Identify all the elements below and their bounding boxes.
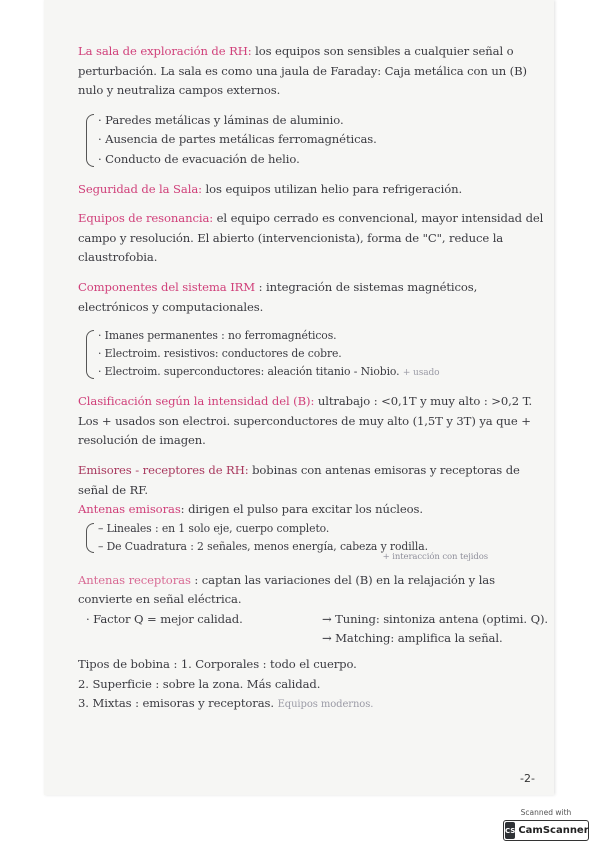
list-item: – De Cuadratura : 2 señales, menos energía, cabeza y rodilla. [98,539,428,553]
list-item: · Electroim. resistivos: conductores de cobre. [98,347,342,361]
section-title: Componentes del sistema IRM [78,279,256,294]
section-seguridad [78,180,548,200]
section-emisores [78,461,548,500]
section-text: : integración de sistemas magnéticos, electrónicos y computacionales. [78,279,478,314]
section-text: los equipos son sensibles a cualquier señal o perturbación. La sala es como una jaula de Faraday: Caja metálica con un (B) nulo y neutraliza campos externos. [78,44,527,98]
page-number: -2- [520,772,535,785]
section-sala [78,42,548,101]
antenas-emisoras [78,500,548,520]
tipos-line-2: 2. Superficie : sobre la zona. Más calidad. [78,676,321,691]
section-text: : dirigen el pulso para excitar los núcleos. [180,502,423,517]
section-title: Antenas receptoras [78,572,191,587]
section-text: bobinas con antenas emisoras y receptoras de señal de RF. [78,462,520,497]
section-title: Clasificación según la intensidad del (B): [78,394,315,409]
scanner-name: CamScanner [518,825,589,836]
list-item: · Paredes metálicas y láminas de aluminio. [98,112,344,127]
sala-list [86,111,548,170]
tuning-line: → Tuning: sintoniza antena (optimi. Q). [321,611,548,626]
section-text: ultrabajo : <0,1T y muy alto : >0,2 T. Los + usados son electroi. superconductores de muy alto (1,5T y 3T) ya que + resolución de imagen. [78,394,533,448]
section-tipos-bobina [78,655,548,715]
section-title: Seguridad de la Sala: [78,181,202,196]
emisoras-list [86,520,548,556]
section-receptoras [78,571,548,610]
side-note: Equipos modernos. [277,699,374,711]
componentes-list [86,327,548,382]
list-item: · Electroim. superconductores: aleación titanio - Niobio. + usado [98,365,440,379]
camscanner-watermark [503,808,589,841]
list-item: – Lineales : en 1 solo eje, cuerpo completo. [98,521,330,535]
section-subtitle: Antenas emisoras [78,502,181,517]
list-item: · Conducto de evacuación de helio. [98,151,300,166]
factor-q: · Factor Q = mejor calidad. [86,611,243,626]
section-title: Emisores - receptores de RH: [78,462,249,477]
section-text: el equipo cerrado es convencional, mayor intensidad del campo y resolución. El abierto (intervencionista), forma de "C", reduce la claustrofobia. [78,211,544,265]
matching-line: → Matching: amplifica la señal. [321,631,503,646]
tipos-line-3: 3. Mixtas : emisoras y receptoras. [78,696,274,711]
section-clasificacion [78,392,548,451]
camscanner-logo-icon: CS [505,822,515,839]
section-text: los equipos utilizan helio para refrigeración. [201,181,463,196]
list-item: · Ausencia de partes metálicas ferromagnéticas. [98,132,377,147]
section-componentes [78,278,548,317]
receptoras-details [78,610,548,649]
scanner-caption: Scanned with [520,808,572,817]
section-equipos [78,209,548,268]
tipos-line-1: Tipos de bobina : 1. Corporales : todo el cuerpo. [78,657,357,672]
section-title: La sala de exploración de RH: [78,44,252,58]
section-text: : captan las variaciones del (B) en la relajación y las convierte en señal eléctrica. [78,572,495,607]
side-note: + usado [402,368,440,379]
list-item: · Imanes permanentes : no ferromagnéticos. [98,329,337,343]
handwritten-notes [78,42,548,715]
side-note: + interacción con tejidos [382,551,488,562]
section-title: Equipos de resonancia: [78,211,214,226]
